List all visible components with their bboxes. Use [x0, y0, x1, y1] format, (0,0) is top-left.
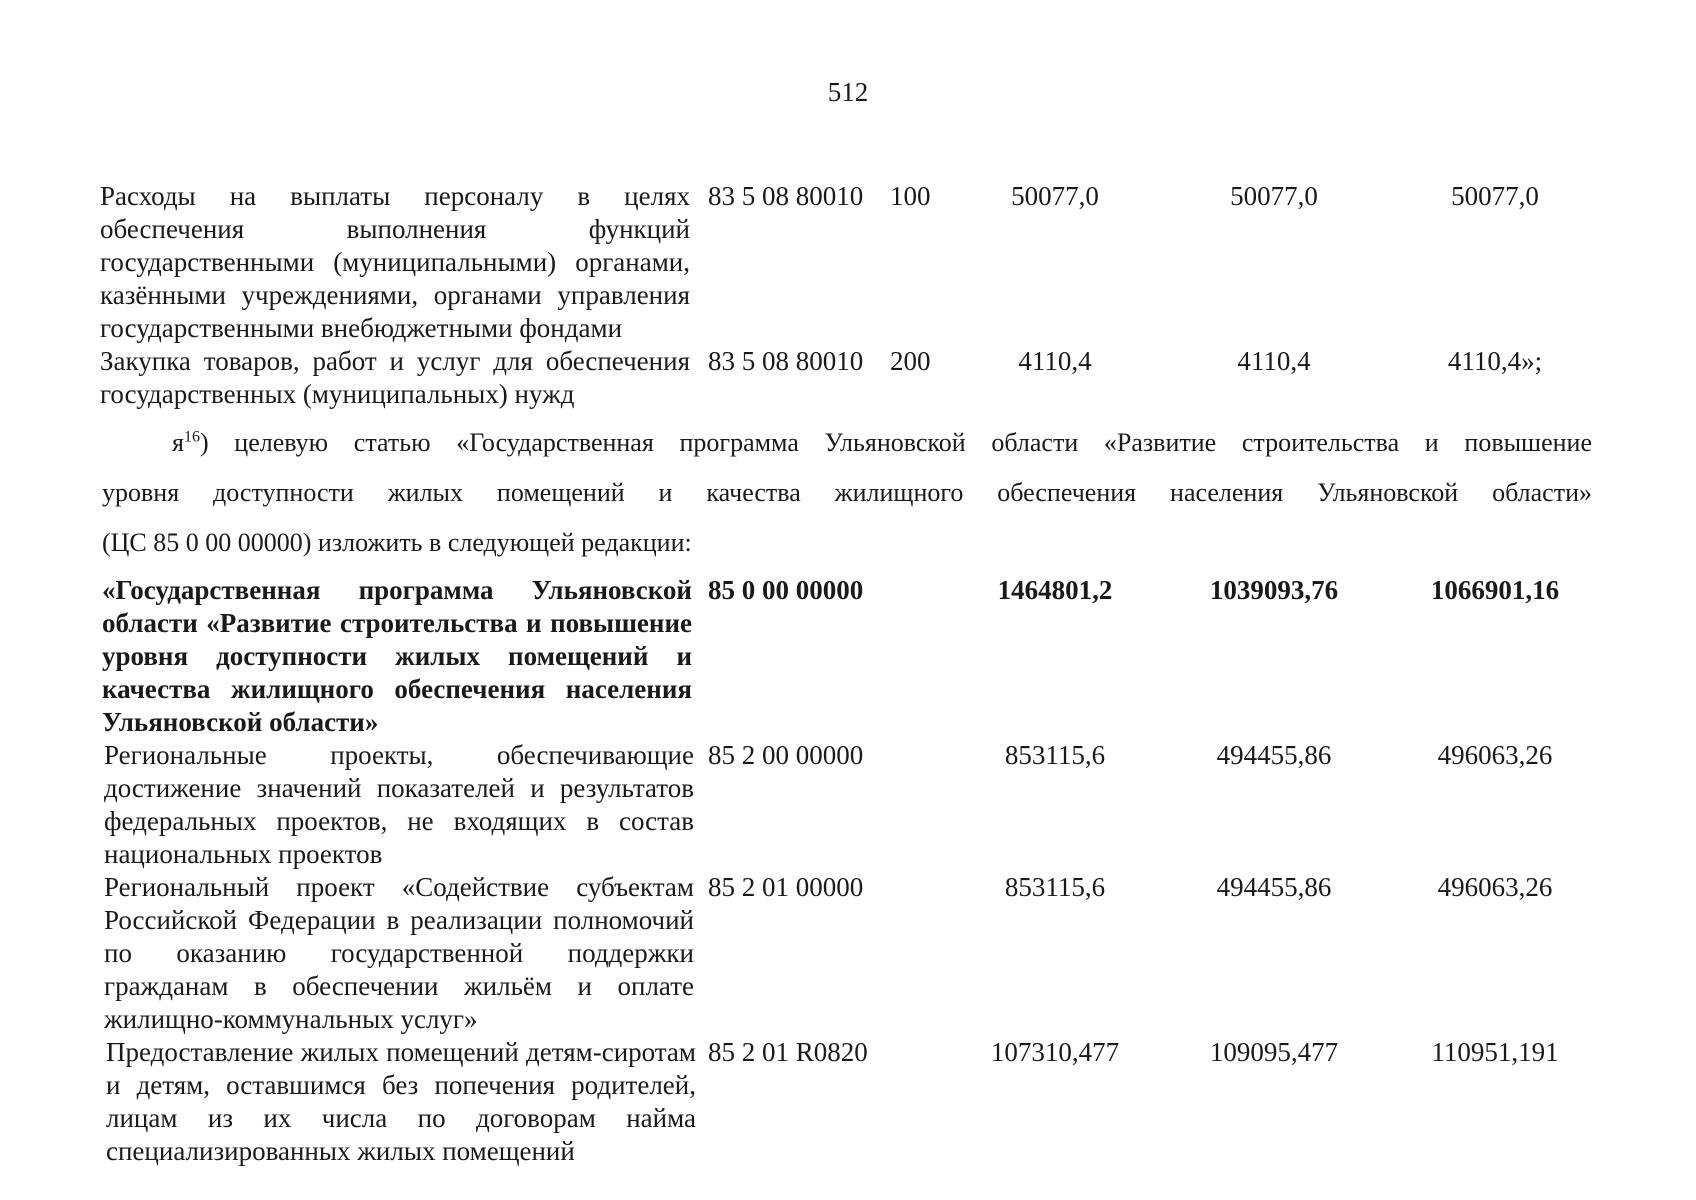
row-csr-code: 85 2 01 00000	[708, 872, 864, 902]
row-value-year2: 494455,86	[1216, 872, 1332, 902]
row-value-year1: 853115,6	[1004, 740, 1106, 770]
row-value-year2: 494455,86	[1216, 740, 1332, 770]
paragraph-text-2: уровня доступности жилых помещений и качества жилищного обеспечения населения Ульяновской области»	[102, 478, 1592, 507]
row-value-year3: 496063,26	[1437, 872, 1553, 902]
item-marker: я	[172, 428, 184, 457]
row-value-year2: 50077,0	[1230, 181, 1318, 211]
row-value-year1: 1464801,2	[997, 575, 1113, 605]
row-value-year1: 107310,477	[990, 1037, 1120, 1067]
row-csr-code: 85 0 00 00000	[708, 575, 864, 605]
page-number: 512	[827, 77, 869, 107]
row-value-year3: 1066901,16	[1430, 575, 1560, 605]
row-description: «Государственная программа Ульяновской области «Развитие строительства и повышение уровня доступности жилых помещений и качества жилищного обеспечения населения Ульяновской области»	[102, 575, 692, 737]
row-value-year2: 4110,4	[1237, 346, 1311, 376]
row-description: Закупка товаров, работ и услуг для обеспечения государственных (муниципальных) нужд	[100, 346, 690, 409]
row-description: Предоставление жилых помещений детям-сиротам и детям, оставшимся без попечения родителей, лицам из их числа по договорам найма специализированных жилых помещений	[106, 1037, 696, 1166]
row-description: Региональные проекты, обеспечивающие достижение значений показателей и результатов федеральных проектов, не входящих в состав национальных проектов	[104, 740, 694, 869]
row-vr-code: 200	[890, 346, 931, 376]
row-csr-code: 83 5 08 80010	[708, 181, 864, 211]
paragraph-line-2	[102, 478, 1592, 508]
row-value-year2: 109095,477	[1209, 1037, 1339, 1067]
row-csr-code: 83 5 08 80010	[708, 346, 864, 376]
row-description: Расходы на выплаты персоналу в целях обеспечения выполнения функций государственными (муниципальными) органами, казёнными учреждениями, органами управления государственными внебюджетными фондами	[100, 181, 690, 343]
row-value-year1: 50077,0	[1011, 181, 1099, 211]
row-value-year3: 110951,191	[1431, 1037, 1559, 1067]
row-value-year3: 4110,4»;	[1447, 346, 1543, 376]
row-value-year3: 496063,26	[1437, 740, 1553, 770]
item-marker-superscript: 16	[183, 428, 200, 446]
paragraph-line-3: (ЦС 85 0 00 00000) изложить в следующей редакции:	[102, 528, 692, 557]
paragraph-text-1: ) целевую статью «Государственная программа Ульяновской области «Развитие строительства и повышение	[199, 428, 1592, 457]
row-vr-code: 100	[890, 181, 931, 211]
paragraph-line-1	[172, 428, 1592, 458]
row-value-year1: 4110,4	[1018, 346, 1092, 376]
row-value-year2: 1039093,76	[1209, 575, 1339, 605]
row-value-year3: 50077,0	[1451, 181, 1539, 211]
row-value-year1: 853115,6	[1004, 872, 1106, 902]
row-csr-code: 85 2 00 00000	[708, 740, 864, 770]
row-csr-code: 85 2 01 R0820	[708, 1037, 868, 1067]
row-description: Региональный проект «Содействие субъектам Российской Федерации в реализации полномочий по оказанию государственной поддержки гражданам в обеспечении жильём и оплате жилищно-коммунальных услуг»	[104, 872, 694, 1034]
